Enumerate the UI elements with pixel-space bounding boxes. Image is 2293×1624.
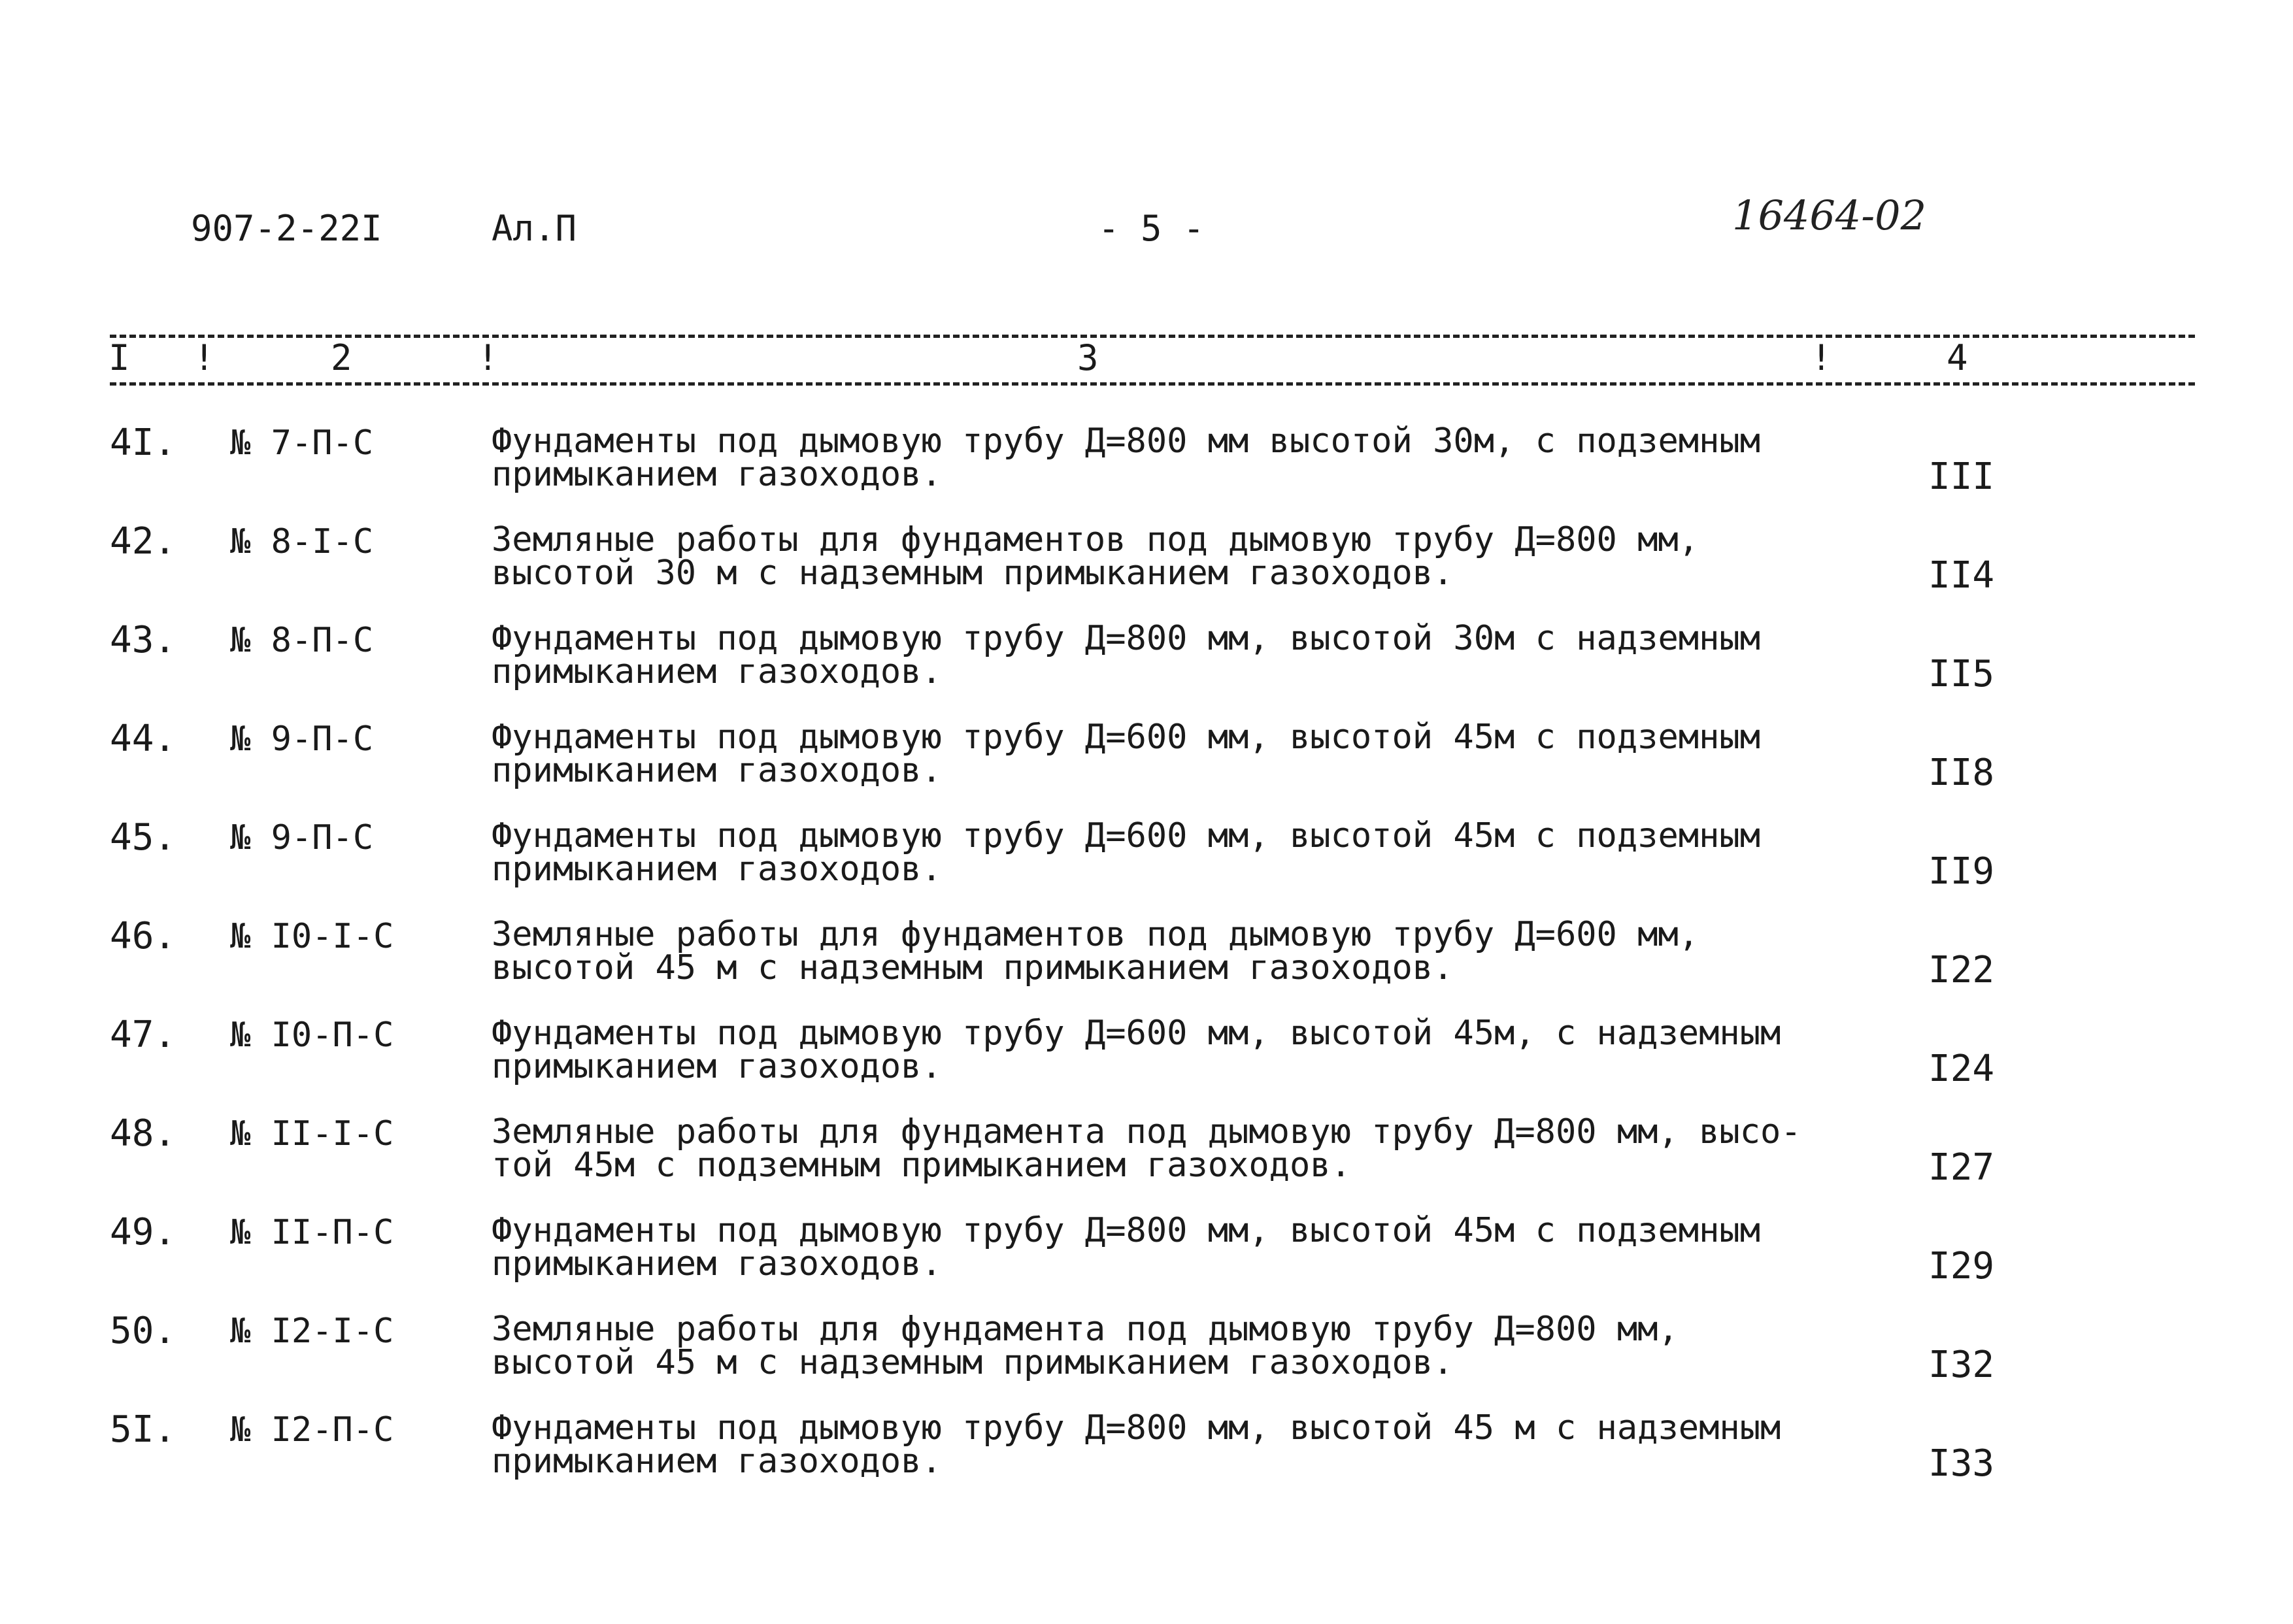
table-row: [0, 1310, 2293, 1411]
row-number: 42.: [110, 520, 176, 563]
column-header-4: 4: [1947, 337, 1968, 378]
row-description-line: Земляные работы для фундаментов под дымовую трубу Д=800 мм,: [492, 520, 1699, 559]
row-description-line: примыканием газоходов.: [492, 850, 942, 889]
column-separator: !: [193, 337, 215, 378]
row-code: № 7-П-С: [230, 423, 374, 463]
table-top-rule: [110, 335, 2195, 338]
row-description-line: Земляные работы для фундамента под дымовую трубу Д=800 мм,: [492, 1310, 1679, 1349]
row-page: I29: [1928, 1245, 1995, 1287]
row-description: [492, 1408, 1825, 1481]
row-page: II9: [1928, 850, 1995, 893]
row-number: 48.: [110, 1112, 176, 1155]
table-row: [0, 1211, 2293, 1312]
row-number: 50.: [110, 1310, 176, 1352]
column-header-1: I: [109, 337, 130, 378]
row-page: II8: [1928, 752, 1995, 794]
row-page: III: [1928, 456, 1995, 498]
row-code: № I0-I-С: [230, 917, 394, 956]
row-code: № 9-П-С: [230, 720, 374, 759]
table-row: [0, 816, 2293, 918]
table-row: [0, 915, 2293, 1016]
table-row: [0, 1408, 2293, 1510]
table-header-rule: [110, 382, 2195, 386]
row-description-line: примыканием газоходов.: [492, 1047, 942, 1086]
row-number: 44.: [110, 718, 176, 760]
row-page: I24: [1928, 1048, 1995, 1090]
row-number: 45.: [110, 816, 176, 859]
row-description-line: примыканием газоходов.: [492, 455, 942, 494]
table-row: [0, 520, 2293, 621]
table-row: [0, 1112, 2293, 1214]
row-description-line: высотой 45 м с надземным примыканием газоходов.: [492, 1343, 1454, 1382]
row-description-line: Земляные работы для фундаментов под дымовую трубу Д=600 мм,: [492, 915, 1699, 954]
row-number: 46.: [110, 915, 176, 957]
inventory-number: 16464-02: [1732, 191, 1927, 239]
row-code: № 9-П-С: [230, 818, 374, 857]
row-code: № I2-П-С: [230, 1410, 394, 1450]
row-description-line: примыканием газоходов.: [492, 751, 942, 790]
row-description-line: Земляные работы для фундамента под дымовую трубу Д=800 мм, высо-: [492, 1112, 1801, 1152]
column-header-2: 2: [331, 337, 352, 378]
row-description-line: Фундаменты под дымовую трубу Д=800 мм высотой 30м, с подземным: [492, 422, 1761, 461]
row-description-line: Фундаменты под дымовую трубу Д=800 мм, высотой 45м с подземным: [492, 1211, 1761, 1250]
column-header-3: 3: [1077, 337, 1099, 378]
row-page: II4: [1928, 554, 1995, 597]
row-description: [492, 520, 1825, 593]
row-page: I22: [1928, 949, 1995, 991]
row-description-line: примыканием газоходов.: [492, 1244, 942, 1284]
sheet-label: Ал.П: [492, 208, 577, 249]
row-description: [492, 1211, 1825, 1284]
row-page: I27: [1928, 1146, 1995, 1189]
table-row: [0, 718, 2293, 819]
row-number: 5I.: [110, 1408, 176, 1451]
row-description: [492, 1014, 1825, 1086]
row-code: № I0-П-С: [230, 1016, 394, 1055]
row-description: [492, 718, 1825, 790]
row-page: I33: [1928, 1442, 1995, 1485]
row-number: 4I.: [110, 422, 176, 464]
row-code: № 8-П-С: [230, 621, 374, 660]
table-row: [0, 1014, 2293, 1115]
row-number: 47.: [110, 1014, 176, 1056]
column-separator: !: [1811, 337, 1832, 378]
row-description: [492, 816, 1825, 889]
row-description-line: высотой 45 м с надземным примыканием газоходов.: [492, 948, 1454, 987]
row-description-line: Фундаменты под дымовую трубу Д=800 мм, высотой 45 м с надземным: [492, 1408, 1781, 1448]
row-description-line: той 45м с подземным примыканием газоходов.: [492, 1146, 1351, 1185]
table-row: [0, 422, 2293, 523]
row-description-line: Фундаменты под дымовую трубу Д=600 мм, высотой 45м, с надземным: [492, 1014, 1781, 1053]
row-description-line: примыканием газоходов.: [492, 652, 942, 691]
row-description: [492, 619, 1825, 691]
column-separator: !: [477, 337, 499, 378]
row-description-line: Фундаменты под дымовую трубу Д=600 мм, высотой 45м с подземным: [492, 718, 1761, 757]
row-number: 49.: [110, 1211, 176, 1253]
row-page: I32: [1928, 1344, 1995, 1386]
row-code: № 8-I-С: [230, 522, 374, 561]
row-description-line: высотой 30 м с надземным примыканием газоходов.: [492, 554, 1454, 593]
row-description: [492, 1310, 1825, 1382]
page-number: - 5 -: [1098, 208, 1205, 249]
row-description: [492, 915, 1825, 987]
row-description-line: примыканием газоходов.: [492, 1442, 942, 1481]
row-code: № II-I-С: [230, 1114, 394, 1153]
row-number: 43.: [110, 619, 176, 661]
row-description: [492, 422, 1825, 494]
row-description: [492, 1112, 1825, 1185]
document-code: 907-2-22I: [191, 208, 382, 249]
row-code: № I2-I-С: [230, 1312, 394, 1351]
table-row: [0, 619, 2293, 720]
row-description-line: Фундаменты под дымовую трубу Д=800 мм, высотой 30м с надземным: [492, 619, 1761, 658]
row-code: № II-П-С: [230, 1213, 394, 1252]
row-description-line: Фундаменты под дымовую трубу Д=600 мм, высотой 45м с подземным: [492, 816, 1761, 855]
row-page: II5: [1928, 653, 1995, 695]
